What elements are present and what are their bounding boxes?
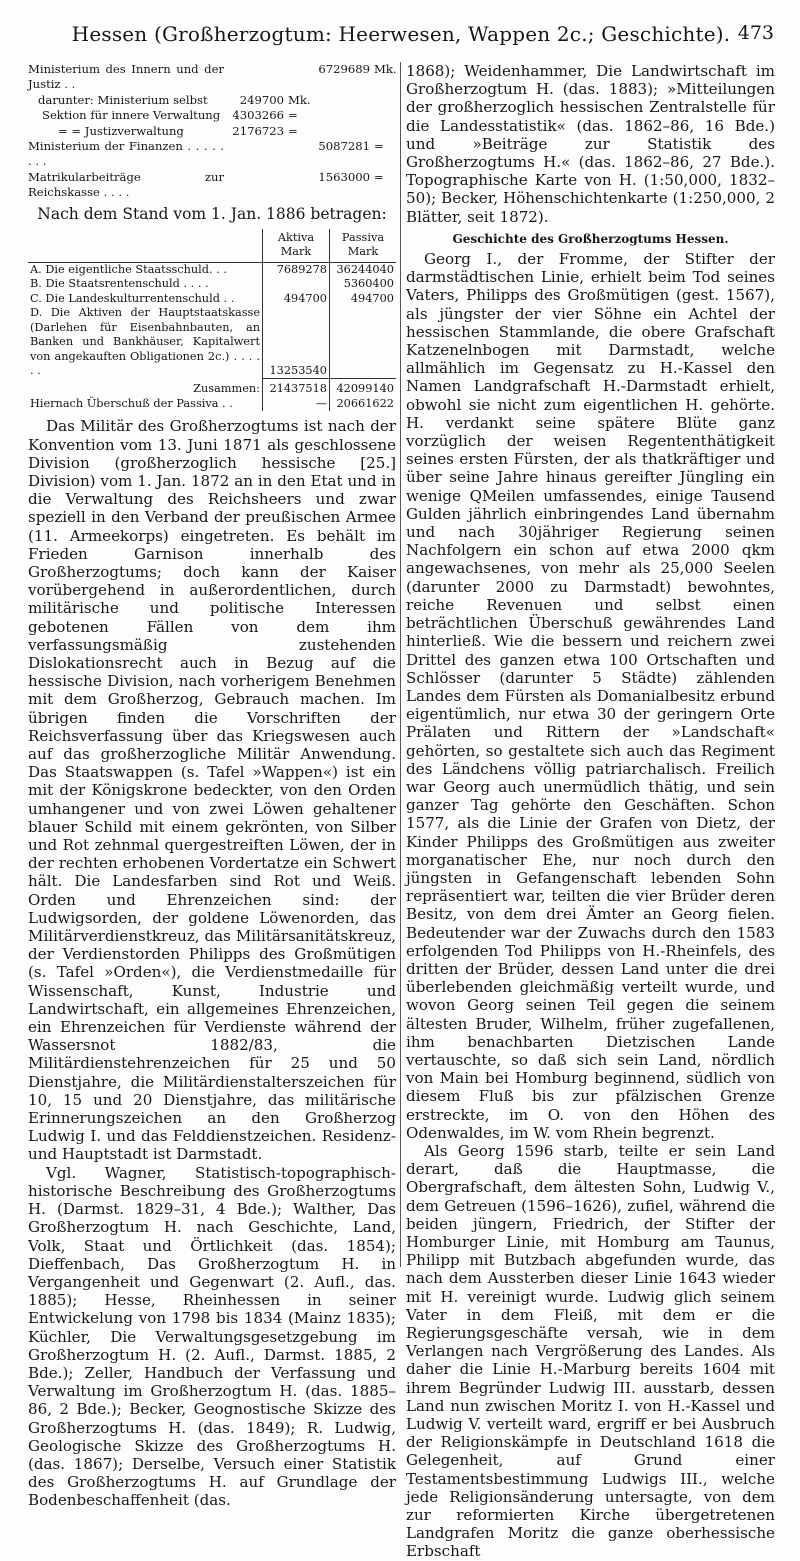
ministry-value: 1563000 <box>318 169 370 184</box>
ministry-sub-value: 4303266 <box>232 108 284 123</box>
row-label: C. Die Landeskulturrentenschuld . . <box>30 291 235 305</box>
row-label: D. Die Aktiven der Hauptstaatskasse (Darlehen für Eisenbahnbauten, an Banken und Bankhäuser, Kapitalwert von angekauften Obligationen 2c.) . . . . . . <box>30 306 260 378</box>
sum-label: Zusammen: <box>193 382 260 396</box>
history-paragraph: Georg I., der Fromme, der Stifter der darmstädtischen Linie, erhielt beim Tod seines Vaters, Philipps des Großmütigen (gest. 1567), als jüngster der vier Söhne ein Achtel der hessischen Stammlande, die obere Grafschaft Katzenelnbogen mit Darmstadt, welche allmählich im Gegensatz zu H.-Kassel den Namen Landgrafschaft H.-Darmstadt erhielt, obwohl sie nicht zum eigentlichen H. gehörte. H. verdankt seine spätere Blüte ganz vorzüglich der weisen Regententhätigkeit seines ersten Fürsten, der als thatkräftiger und über seine Jahre hinaus gereifter Jüngling ein wenige QMeilen umfassendes, einige Tausend Gulden jährlich einbringendes Land übernahm und nach 30jähriger Regierung seinen Nachfolgern ein schon auf etwa 2000 qkm angewachsenes, von mehr als 25,000 Seelen (darunter 2000 zu Darmstadt) bewohntes, reiche Revenuen und selbst einen beträchtlichen Überschuß gewährendes Land hinterließ. Wie die bessern und reichern zwei Drittel des ganzen etwa 100 Ortschaften und Schlösser (darunter 5 Städte) zählenden Landes dem Fürsten als Domanialbesitz erbund eigentümlich, nur etwa 30 der geringern Orte Prälaten und Rittern der »Landschaft« gehörten, so gestaltete sich auch das Regiment des Ländchens völlig patriarchalisch. Freilich war Georg auch unermüdlich thätig, und sein ganzer Tag gehörte den Geschäften. Schon 1577, als die Linie der Grafen von Dietz, der Kinder Philipps des Großmütigen aus zweiter morganatischer Ehe, nur noch durch den jüngsten in Gefangenschaft lebenden Sohn repräsentiert war, teilten die vier Brüder deren Besitz, von dem drei Ämter an Georg fielen. Bedeutender war der Zuwachs durch den 1583 erfolgenden Tod Philipps von H.-Rheinfels, des dritten der Brüder, dessen Land unter die drei überlebenden gleichmäßig verteilt wurde, und wovon Georg seinen Teil gegen die seinem ältesten Bruder, Wilhelm, früher zugefallenen, ihm benachbarten Dietzischen Lande vertauschte, so daß sich sein Land, nördlich von Main bei Homburg beginnend, südlich von diesem Fluß bis zur pfälzischen Grenze erstreckte, im O. von den Höhen des Odenwaldes, im W. vom Rhein begrenzt. <box>406 250 775 1142</box>
history-paragraph: Als Georg 1596 starb, teilte er sein Land derart, daß die Hauptmasse, die Obergrafschaft, dem ältesten Sohn, Ludwig V., dem Getreuen (1596–1626), zufiel, während die beiden jüngern, Friedrich, der Stifter der Homburger Linie, mit Homburg am Taunus, Philipp mit Butzbach abgefunden wurde, das nach dem Aussterben dieser Linie 1643 wieder mit H. vereinigt wurde. Ludwig glich seinem Vater in dem Fleiß, mit dem er die Regierungsgeschäfte versah, wie in dem Verlangen nach Vergrößerung des Landes. Als daher die Linie H.-Marburg bereits 1604 mit ihrem Begründer Ludwig III. ausstarb, dessen Land nun zwischen Moritz I. von H.-Kassel und Ludwig V. verteilt ward, ergriff er bei Ausbruch der Religionskämpfe in Deutschland 1618 die Gelegenheit, auf Grund einer Testamentsbestimmung Ludwigs III., welche jede Religionsänderung untersagte, von dem zur reformierten Kirche übergetretenen Landgrafen Moritz die ganze oberhessische Erbschaft <box>406 1141 775 1561</box>
ministry-label: Matrikularbeiträge zur Reichskasse . . . . <box>28 169 224 200</box>
sum-aktiva: 21437518 <box>263 379 330 397</box>
passiva-cell: 494700 <box>330 292 397 307</box>
aktiva-cell <box>263 277 330 292</box>
table-surplus-row <box>28 397 396 412</box>
ministry-unit: = <box>374 139 384 154</box>
ministry-sub-unit: = <box>288 123 298 138</box>
page-number: 473 <box>737 22 774 44</box>
ministry-row <box>28 124 396 139</box>
ministry-label: Sektion für innere Verwaltung <box>42 108 221 123</box>
bibliography-paragraph: Vgl. Wagner, Statistisch-topographisch-historische Beschreibung des Großherzogtums H. (Darmst. 1829–31, 4 Bde.); Walther, Das Großherzogtum H. nach Geschichte, Land, Volk, Staat und Örtlichkeit (das. 1854); Dieffenbach, Das Großherzogtum H. in Vergangenheit und Gegenwart (2. Aufl., das. 1885); Hesse, Rheinhessen in seiner Entwickelung von 1798 bis 1834 (Mainz 1835); Küchler, Die Verwaltungsgesetzgebung im Großherzogtum H. (2. Aufl., Darmst. 1885, 2 Bde.); Zeller, Handbuch der Verfassung und Verwaltung im Großherzogtum H. (das. 1885–86, 2 Bde.); Becker, Geognostische Skizze des Großherzogtums H. (das. 1849); R. Ludwig, Geologische Skizze des Großherzogtums H. (das. 1867); Derselbe, Versuch einer Statistik des Großherzogtums H. auf Grundlage der Bodenbeschaffenheit (das. <box>28 1163 396 1510</box>
running-header <box>28 22 774 58</box>
ministry-unit: = <box>374 169 384 184</box>
ministry-sub-unit: Mk. <box>288 92 311 107</box>
row-label: A. Die eigentliche Staatsschuld. . . <box>30 262 227 276</box>
table-sum-row <box>28 379 396 397</box>
passiva-cell: 36244040 <box>330 262 397 277</box>
ministry-sub-unit: = <box>288 108 298 123</box>
ministry-sub-value: 249700 <box>239 92 284 107</box>
ministry-row <box>28 93 396 108</box>
ministry-value: 6729689 <box>318 62 370 76</box>
ministry-row <box>28 62 396 93</box>
row-label: B. Die Staatsrentenschuld . . . . <box>30 277 209 291</box>
ministry-sub-value: 2176723 <box>232 123 284 138</box>
col-header-aktiva: Aktiva Mark <box>263 229 330 263</box>
debt-table <box>28 229 396 412</box>
ministry-label: Ministerium der Finanzen . . . . . . . . <box>28 139 224 169</box>
ministry-budget-list <box>28 62 396 201</box>
running-title: Hessen (Großherzogtum: Heerwesen, Wappen 2c.; Geschichte). <box>71 22 731 46</box>
ministry-row <box>28 170 396 201</box>
surplus-passiva: 20661622 <box>330 397 397 412</box>
sum-passiva: 42099140 <box>330 379 397 397</box>
ministry-label: darunter: Ministerium selbst <box>38 92 208 107</box>
passiva-cell: 5360400 <box>330 277 397 292</box>
ministry-row <box>28 139 396 170</box>
ministry-value: 5087281 <box>318 139 370 154</box>
column-divider <box>400 62 401 1267</box>
table-row <box>28 262 396 277</box>
right-column <box>406 62 775 1561</box>
aktiva-cell: 13253540 <box>263 306 330 379</box>
col-header-passiva: Passiva Mark <box>330 229 397 263</box>
military-paragraph: Das Militär des Großherzogtums ist nach der Konvention vom 13. Juni 1871 als geschlossene Division (großherzoglich hessische [25.] Division) vom 1. Jan. 1872 an in den Etat und in die Verwaltung des Reichsheers und zwar speziell in den Verband der preußischen Armee (11. Armeekorps) eingetreten. Es behält im Frieden Garnison innerhalb des Großherzogtums; doch kann der Kaiser vorübergehend in außerordentlichen, durch militärische und politische Interessen gebotenen Fällen von dem ihm verfassungsmäßig zustehenden Dislokationsrecht auch in Bezug auf die hessische Division, nach vorherigem Benehmen mit dem Großherzog, Gebrauch machen. Im übrigen finden die Vorschriften der Reichsverfassung über das Kriegswesen auch auf das großherzogliche Militär Anwendung. Das Staatswappen (s. Tafel »Wappen«) ist ein mit der Königskrone bedeckter, von den Orden umhangener und von zwei Löwen gehaltener blauer Schild mit einem gekrönten, von Silber und Rot zehnmal quergestreiften Löwen, der in der rechten erhobenen Vordertatze ein Schwert hält. Die Landesfarben sind Rot und Weiß. Orden und Ehrenzeichen sind: der Ludwigsorden, der goldene Löwenorden, das Militärverdienstkreuz, das Militärsanitätskreuz, der Verdienstorden Philipps des Großmütigen (s. Tafel »Orden«), die Verdienstmedaille für Wissenschaft, Kunst, Industrie und Landwirtschaft, ein allgemeines Ehrenzeichen, ein Ehrenzeichen für Verdienste während der Wassersnot 1882/83, die Militärdienstehrenzeichen für 25 und 50 Dienstjahre, die Militärdienstalterszeichen für 10, 15 und 20 Dienstjahre, das militärische Erinnerungszeichen an den Großherzog Ludwig I. und das Felddienstzeichen. Residenz- und Hauptstadt ist Darmstadt. <box>28 417 396 1164</box>
aktiva-cell: 7689278 <box>263 262 330 277</box>
ministry-label: = = Justizverwaltung <box>58 123 184 138</box>
table-header-row <box>28 229 396 263</box>
aktiva-cell: 494700 <box>263 292 330 307</box>
passiva-cell <box>330 306 397 379</box>
ministry-label: Ministerium des Innern und der Justiz . . <box>28 62 224 92</box>
table-intro: Nach dem Stand vom 1. Jan. 1886 betragen: <box>37 204 387 223</box>
table-row <box>28 277 396 292</box>
table-row <box>28 306 396 379</box>
ministry-row <box>28 108 396 123</box>
table-row <box>28 292 396 307</box>
ministry-unit: Mk. <box>374 62 397 76</box>
surplus-label: Hiernach Überschuß der Passiva . . <box>30 396 233 410</box>
surplus-aktiva: — <box>263 397 330 412</box>
section-heading: Geschichte des Großherzogtums Hessen. <box>452 231 729 246</box>
bibliography-continuation: 1868); Weidenhammer, Die Landwirtschaft im Großherzogtum H. (das. 1883); »Mitteilungen der großherzoglich hessischen Zentralstelle für die Landesstatistik« (das. 1862–86, 16 Bde.) und »Beiträge zur Statistik des Großherzogtums H.« (das. 1862–86, 27 Bde.). Topographische Karte von H. (1:50,000, 1832–50); Becker, Höhenschichtenkarte (1:250,000, 2 Blätter, seit 1872). <box>406 62 775 226</box>
left-column <box>28 62 397 1510</box>
